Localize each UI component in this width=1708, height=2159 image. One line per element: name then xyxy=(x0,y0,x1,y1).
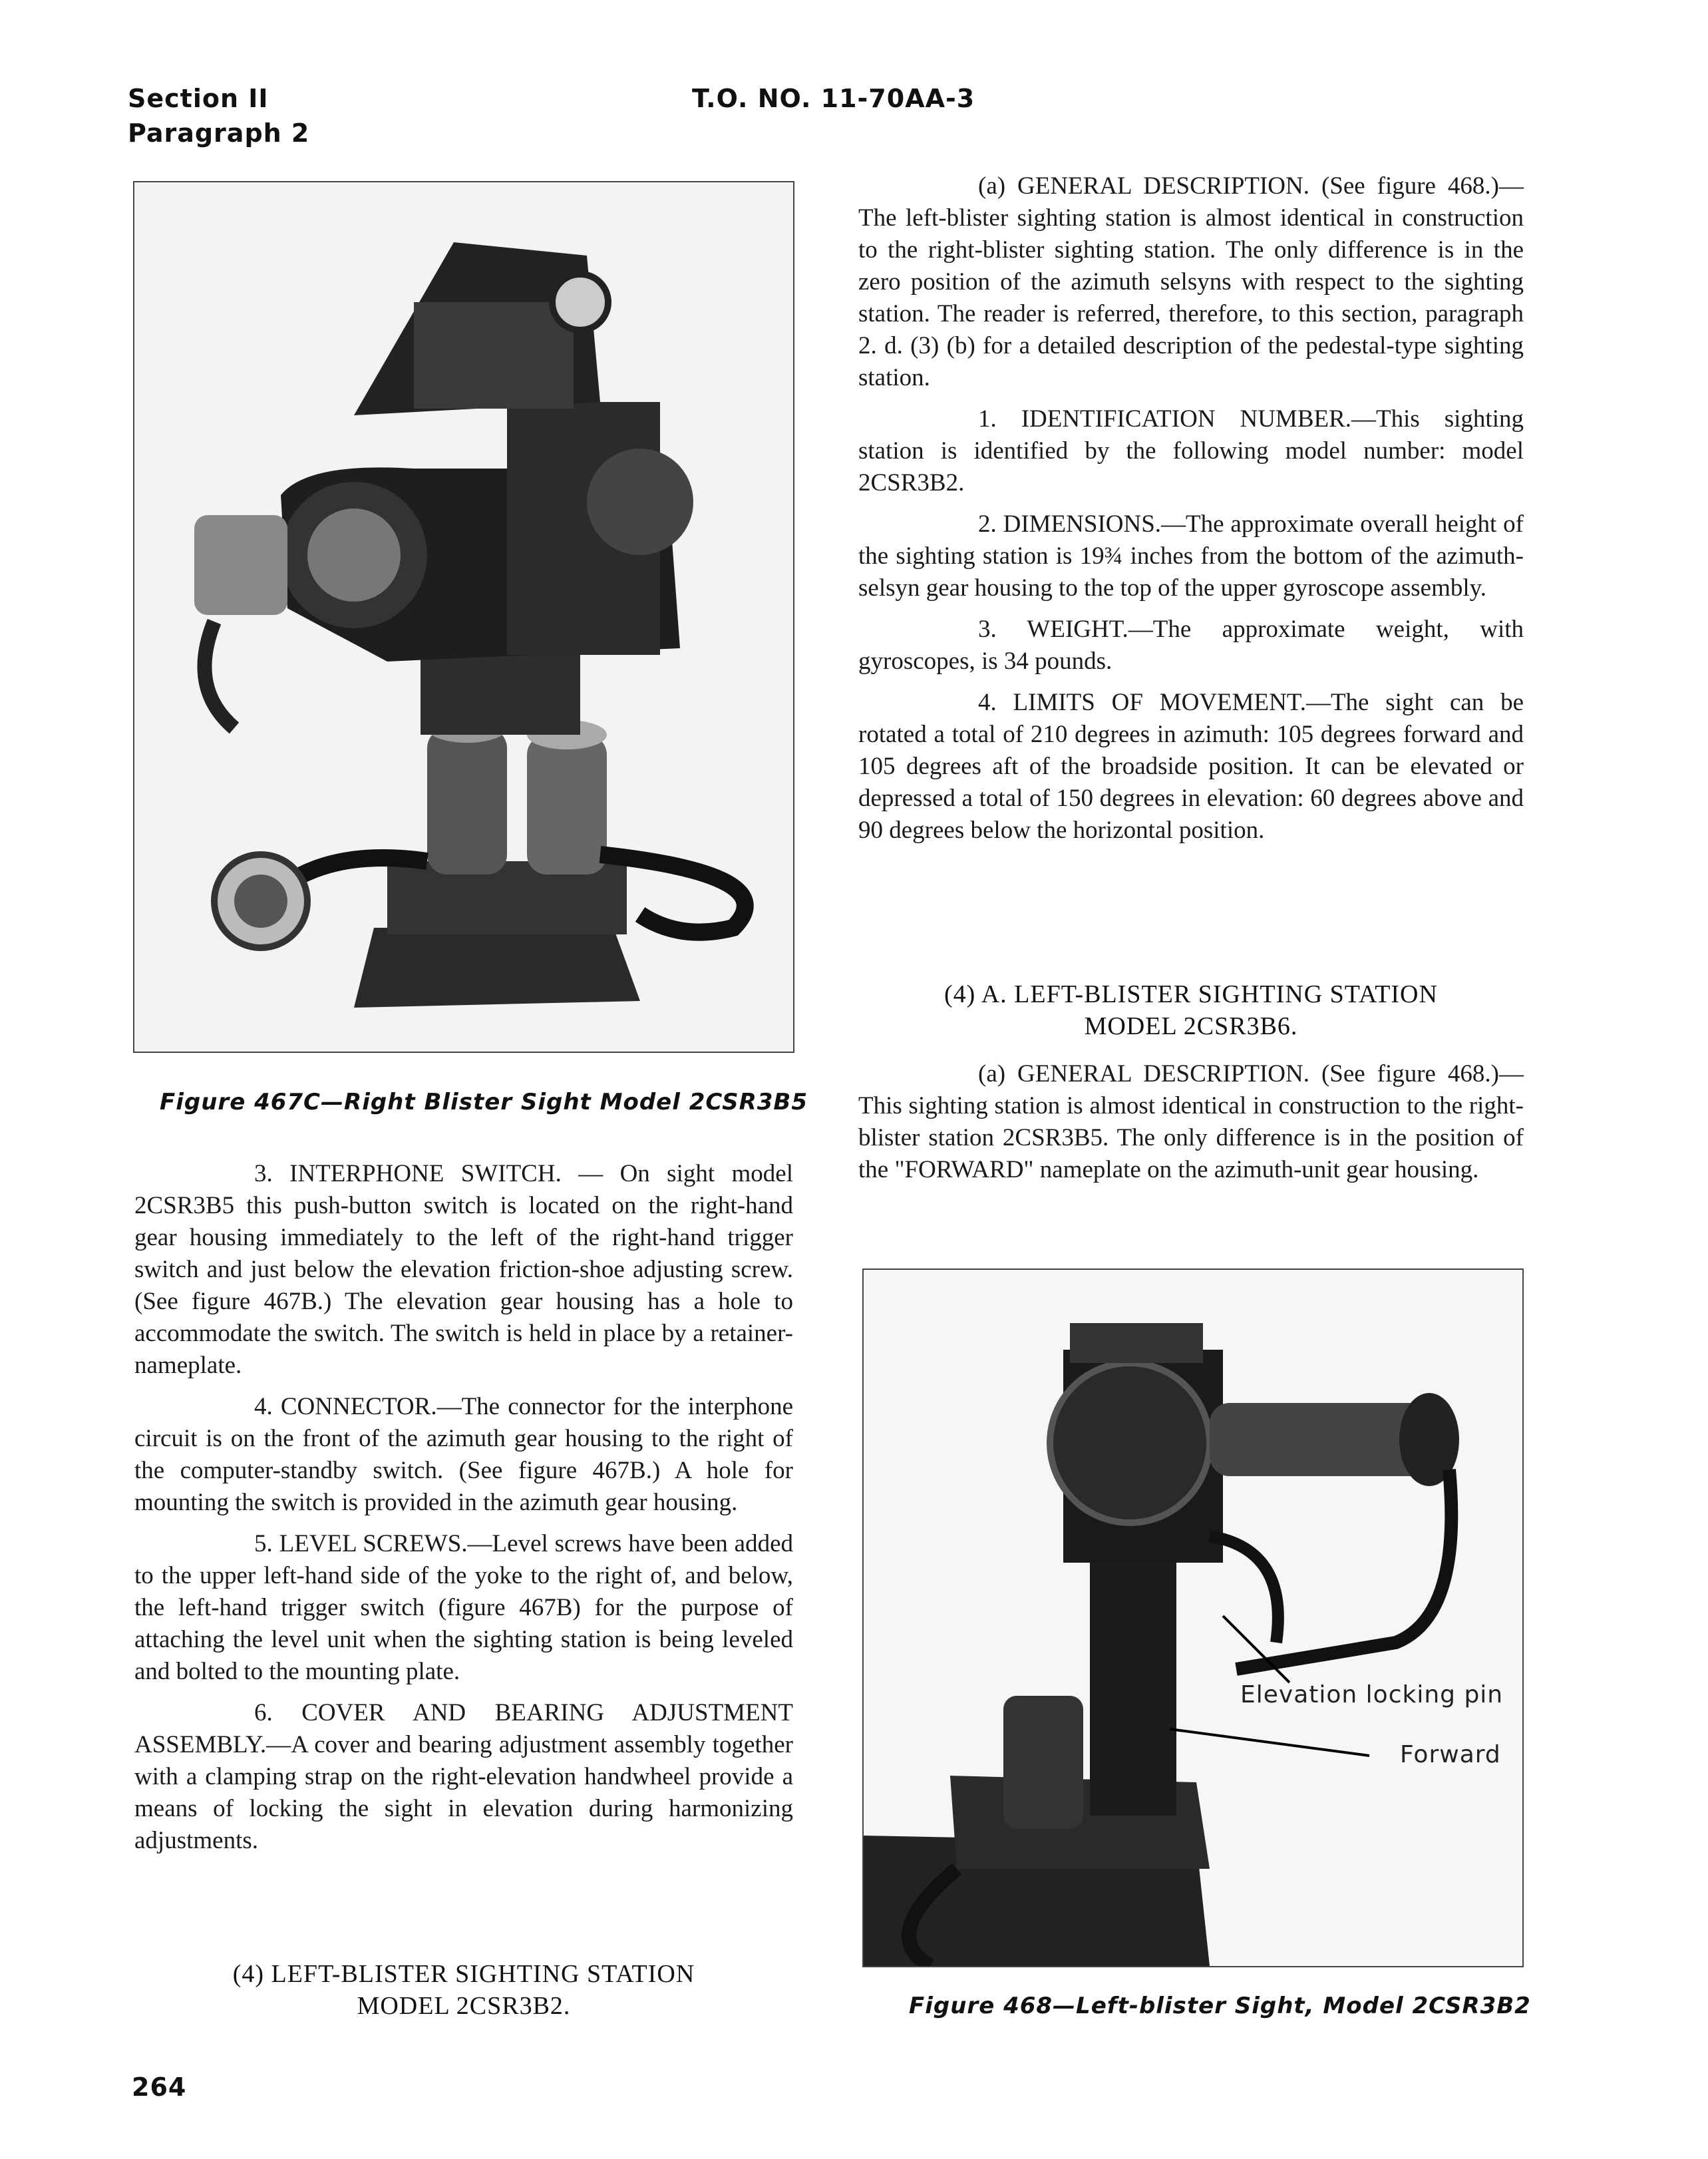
figure-467c-caption: Figure 467C—Right Blister Sight Model 2CSR3B5 xyxy=(160,1089,808,1115)
figure-468-caption: Figure 468—Left-blister Sight, Model 2CSR3B2 xyxy=(909,1993,1531,2019)
left-blister-sight-illustration xyxy=(864,1270,1522,1966)
section-label: Section II xyxy=(128,84,269,113)
heading-left-blister-2csr3b2 xyxy=(134,1958,793,2022)
para-cover-bearing: 6. COVER AND BEARING ADJUSTMENT ASSEMBLY.—A cover and bearing adjustment assembly together with a clamping strap on the right-elevation handwheel provide a means of locking the sight in elevation during harmonizing adjustments. xyxy=(134,1699,793,1854)
para-general-description-2: (a) GENERAL DESCRIPTION. (See figure 468.)—This sighting station is almost identical in construction to the right-blister station 2CSR3B5. The only difference is in the position of the "FORWARD" nameplate on the azimuth-unit gear housing. xyxy=(858,1060,1524,1183)
heading-left-blister-2csr3b6 xyxy=(858,978,1524,1042)
para-level-screws: 5. LEVEL SCREWS.—Level screws have been added to the upper left-hand side of the yoke to the right of, and below, the left-hand trigger switch (figure 467B) for the purpose of attaching the level unit when the sighting station is being leveled and bolted to the mounting plate. xyxy=(134,1530,793,1685)
to-number: T.O. NO. 11-70AA-3 xyxy=(692,84,975,113)
para-interphone-switch: 3. INTERPHONE SWITCH. — On sight model 2CSR3B5 this push-button switch is located on the right-hand gear housing immediately to the left of the right-hand trigger switch and just below the elevation friction-shoe adjusting screw. (See figure 467B.) The elevation gear housing has a hole to accommodate the switch. The switch is held in place by a retainer-nameplate. xyxy=(134,1160,793,1379)
label-elevation-locking-pin: Elevation locking pin xyxy=(1240,1681,1504,1708)
page-number: 264 xyxy=(132,2072,187,2102)
figure-467c-photo xyxy=(133,181,794,1053)
para-identification-number: 1. IDENTIFICATION NUMBER.—This sighting station is identified by the following model number: model 2CSR3B2. xyxy=(858,405,1524,496)
label-forward: Forward xyxy=(1400,1741,1501,1768)
heading-line-1: (4) A. LEFT-BLISTER SIGHTING STATION xyxy=(944,980,1438,1008)
para-general-description: (a) GENERAL DESCRIPTION. (See figure 468.)—The left-blister sighting station is almost identical in construction to the right-blister sighting station. The only difference is in the zero position of the azimuth selsyns with respect to the sighting station. The reader is referred, therefore, to this section, paragraph 2. d. (3) (b) for a detailed description of the pedestal-type sighting station. xyxy=(858,172,1524,391)
left-column-text xyxy=(134,1158,793,1866)
heading-line-1: (4) LEFT-BLISTER SIGHTING STATION xyxy=(232,1960,695,1988)
para-weight: 3. WEIGHT.—The approximate weight, with gyroscopes, is 34 pounds. xyxy=(858,616,1524,675)
figure-468-photo xyxy=(862,1269,1524,1967)
right-blister-sight-illustration xyxy=(134,182,793,1052)
paragraph-label: Paragraph 2 xyxy=(128,118,310,148)
para-dimensions: 2. DIMENSIONS.—The approximate overall height of the sighting station is 19¾ inches from the bottom of the azimuth-selsyn gear housing to the top of the upper gyroscope assembly. xyxy=(858,510,1524,602)
right-column-text-2 xyxy=(858,1058,1524,1195)
right-column-text xyxy=(858,170,1524,856)
heading-line-2: MODEL 2CSR3B2. xyxy=(357,1992,571,2020)
para-limits-of-movement: 4. LIMITS OF MOVEMENT.—The sight can be rotated a total of 210 degrees in azimuth: 105 degrees forward and 105 degrees aft of the broadside position. It can be elevated or depressed a total of 150 degrees in elevation: 60 degrees above and 90 degrees below the horizontal position. xyxy=(858,689,1524,844)
heading-line-2: MODEL 2CSR3B6. xyxy=(1084,1012,1298,1040)
para-connector: 4. CONNECTOR.—The connector for the interphone circuit is on the front of the azimuth gear housing to the right of the computer-standby switch. (See figure 467B.) A hole for mounting the switch is provided in the azimuth gear housing. xyxy=(134,1393,793,1516)
